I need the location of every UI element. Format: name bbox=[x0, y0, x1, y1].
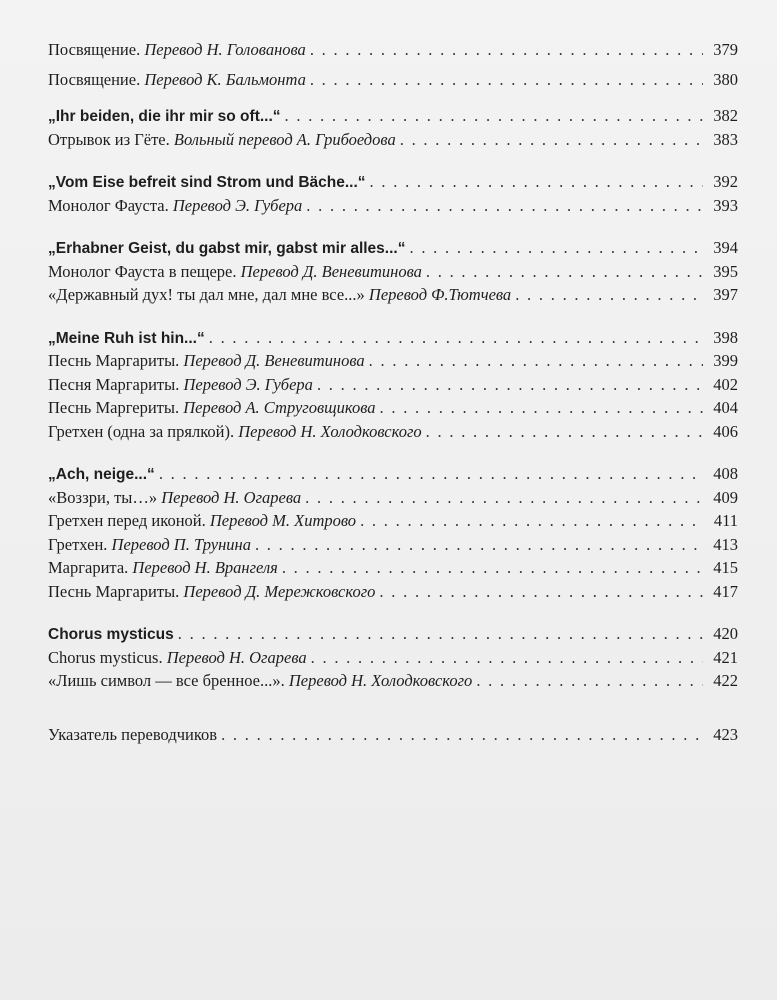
toc-entry bbox=[48, 669, 738, 693]
toc-entry bbox=[48, 509, 738, 533]
translator: Перевод А. Струговщикова bbox=[183, 398, 376, 417]
dot-leader bbox=[476, 669, 703, 693]
toc-entry bbox=[48, 128, 738, 152]
dot-leader bbox=[311, 646, 703, 670]
translator: Перевод Н. Огарева bbox=[161, 487, 302, 507]
dot-leader bbox=[310, 68, 703, 92]
entry-title bbox=[48, 669, 472, 693]
work-title: Посвящение. bbox=[48, 40, 145, 59]
translator: Перевод П. Трунина bbox=[111, 534, 251, 554]
entry-title bbox=[48, 194, 302, 218]
dot-leader bbox=[306, 194, 703, 218]
entry-title bbox=[48, 396, 376, 420]
heading-text: „Ihr beiden, die ihr mir so oft...“ bbox=[48, 108, 281, 125]
table-of-contents bbox=[48, 38, 738, 746]
page-number: 404 bbox=[713, 398, 738, 417]
dot-leader bbox=[310, 38, 703, 62]
entry-title bbox=[48, 38, 306, 62]
toc-entry bbox=[48, 556, 738, 580]
entry-title bbox=[48, 260, 422, 284]
dot-leader bbox=[426, 420, 703, 444]
dot-leader bbox=[370, 170, 703, 194]
toc-section bbox=[48, 326, 738, 444]
dot-leader bbox=[209, 326, 703, 350]
page-number: 392 bbox=[713, 172, 738, 191]
work-title: «Державный дух! ты дал мне, дал мне все...» bbox=[48, 285, 369, 304]
dot-leader bbox=[426, 260, 703, 284]
dot-leader bbox=[360, 509, 703, 533]
page-number: 415 bbox=[713, 558, 738, 577]
section-heading bbox=[48, 462, 738, 486]
page-number: 422 bbox=[713, 671, 738, 690]
toc-entry bbox=[48, 38, 738, 62]
entry-title bbox=[48, 373, 313, 397]
work-title: Гретхен перед иконой. bbox=[48, 511, 210, 530]
translator: Перевод Д. Мережковского bbox=[183, 581, 376, 601]
translator: Перевод Н. Холодковского bbox=[238, 421, 422, 441]
page-number: 393 bbox=[713, 195, 738, 215]
dot-leader bbox=[285, 104, 703, 128]
index-title: Указатель переводчиков bbox=[48, 724, 218, 744]
page-number: 398 bbox=[713, 327, 738, 347]
translator: Перевод Н. Холодковского bbox=[288, 671, 473, 690]
toc-entry bbox=[48, 420, 738, 444]
entry-title bbox=[48, 646, 307, 670]
page-number: 394 bbox=[713, 238, 738, 257]
entry-title bbox=[48, 509, 356, 533]
translator: Перевод Н. Голованова bbox=[144, 40, 306, 59]
work-title: Маргарита. bbox=[48, 558, 133, 577]
toc-entry bbox=[48, 486, 738, 510]
work-title: Гретхен (одна за прялкой). bbox=[48, 421, 239, 441]
heading-text: „Erhabner Geist, du gabst mir, gabst mir alles...“ bbox=[48, 240, 406, 257]
page-number: 395 bbox=[713, 261, 738, 281]
dot-leader bbox=[178, 622, 703, 646]
page-number: 417 bbox=[713, 581, 738, 601]
dot-leader bbox=[305, 486, 703, 510]
work-title: Песня Маргариты. bbox=[48, 374, 184, 394]
section-heading bbox=[48, 236, 738, 260]
page-number: 402 bbox=[713, 374, 738, 394]
entry-title bbox=[48, 283, 511, 307]
section-heading bbox=[48, 104, 738, 128]
toc-section bbox=[48, 236, 738, 307]
work-title: «Воззри, ты…» bbox=[48, 487, 162, 507]
heading-text: „Ach, neige...“ bbox=[48, 466, 155, 483]
translator: Перевод Э. Губера bbox=[183, 374, 313, 394]
toc-section bbox=[48, 170, 738, 217]
dot-leader bbox=[409, 236, 703, 260]
toc-section bbox=[48, 38, 738, 89]
work-title: Гретхен. bbox=[48, 534, 112, 554]
page-number: 411 bbox=[713, 511, 738, 530]
section-heading bbox=[48, 326, 738, 350]
dot-leader bbox=[282, 556, 703, 580]
section-heading bbox=[48, 622, 738, 646]
toc-section bbox=[48, 104, 738, 151]
dot-leader bbox=[379, 580, 703, 604]
dot-leader bbox=[380, 396, 704, 420]
translator: Перевод Н. Врангеля bbox=[132, 558, 278, 577]
work-title: Песнь Маргериты. bbox=[48, 398, 184, 417]
page-number: 383 bbox=[713, 129, 738, 149]
toc-entry bbox=[48, 194, 738, 218]
toc-entry bbox=[48, 349, 738, 373]
page-number: 397 bbox=[713, 285, 738, 304]
page-number: 408 bbox=[713, 464, 738, 483]
section-heading bbox=[48, 170, 738, 194]
work-title: Chorus mysticus. bbox=[48, 647, 167, 667]
toc-entry bbox=[48, 580, 738, 604]
translator: Перевод Ф.Тютчева bbox=[368, 285, 512, 304]
dot-leader bbox=[369, 349, 703, 373]
toc-entry bbox=[48, 373, 738, 397]
translator: Перевод Э. Губера bbox=[172, 195, 303, 215]
page-number: 409 bbox=[713, 487, 738, 507]
toc-section bbox=[48, 622, 738, 693]
heading-text: „Meine Ruh ist hin...“ bbox=[48, 329, 205, 347]
work-title: Песнь Маргариты. bbox=[48, 581, 184, 601]
toc-entry bbox=[48, 646, 738, 670]
toc-section bbox=[48, 462, 738, 603]
translator: Перевод Д. Веневитинова bbox=[183, 351, 365, 370]
dot-leader bbox=[317, 373, 703, 397]
page-number: 406 bbox=[713, 421, 738, 441]
page-number: 423 bbox=[713, 724, 738, 744]
page-number: 379 bbox=[713, 40, 738, 59]
translator: Вольный перевод А. Грибоедова bbox=[173, 129, 396, 149]
work-title: «Лишь символ — все бренное...». bbox=[48, 671, 289, 690]
heading-text: Chorus mysticus bbox=[48, 626, 174, 643]
translators-index-entry bbox=[48, 723, 738, 747]
dot-leader bbox=[515, 283, 703, 307]
entry-title bbox=[48, 68, 306, 92]
work-title: Песнь Маргариты. bbox=[48, 351, 184, 370]
toc-entry bbox=[48, 396, 738, 420]
dot-leader bbox=[400, 128, 703, 152]
page-number: 380 bbox=[713, 69, 738, 89]
entry-title bbox=[48, 420, 422, 444]
work-title: Монолог Фауста в пещере. bbox=[48, 261, 241, 281]
heading-text: „Vom Eise befreit sind Strom und Bäche...“ bbox=[48, 174, 366, 191]
translator: Перевод К. Бальмонта bbox=[144, 69, 306, 89]
work-title: Отрывок из Гёте. bbox=[48, 129, 174, 149]
entry-title bbox=[48, 580, 375, 604]
entry-title bbox=[48, 556, 278, 580]
work-title: Посвящение. bbox=[48, 69, 145, 89]
translator: Перевод Д. Веневитинова bbox=[240, 261, 422, 281]
entry-title bbox=[48, 486, 301, 510]
translator: Перевод Н. Огарева bbox=[166, 647, 307, 667]
page-number: 399 bbox=[713, 351, 738, 370]
toc-entry bbox=[48, 260, 738, 284]
translator: Перевод М. Хитрово bbox=[209, 511, 357, 530]
page-number: 382 bbox=[713, 106, 738, 125]
entry-title bbox=[48, 349, 365, 373]
page-number: 420 bbox=[713, 624, 738, 643]
dot-leader bbox=[159, 462, 703, 486]
toc-entry bbox=[48, 68, 738, 92]
page-number: 413 bbox=[713, 534, 738, 554]
toc-entry bbox=[48, 283, 738, 307]
dot-leader bbox=[221, 723, 703, 747]
work-title: Монолог Фауста. bbox=[48, 195, 173, 215]
entry-title bbox=[48, 533, 251, 557]
page-number: 421 bbox=[713, 647, 738, 667]
entry-title bbox=[48, 128, 396, 152]
dot-leader bbox=[255, 533, 703, 557]
toc-entry bbox=[48, 533, 738, 557]
